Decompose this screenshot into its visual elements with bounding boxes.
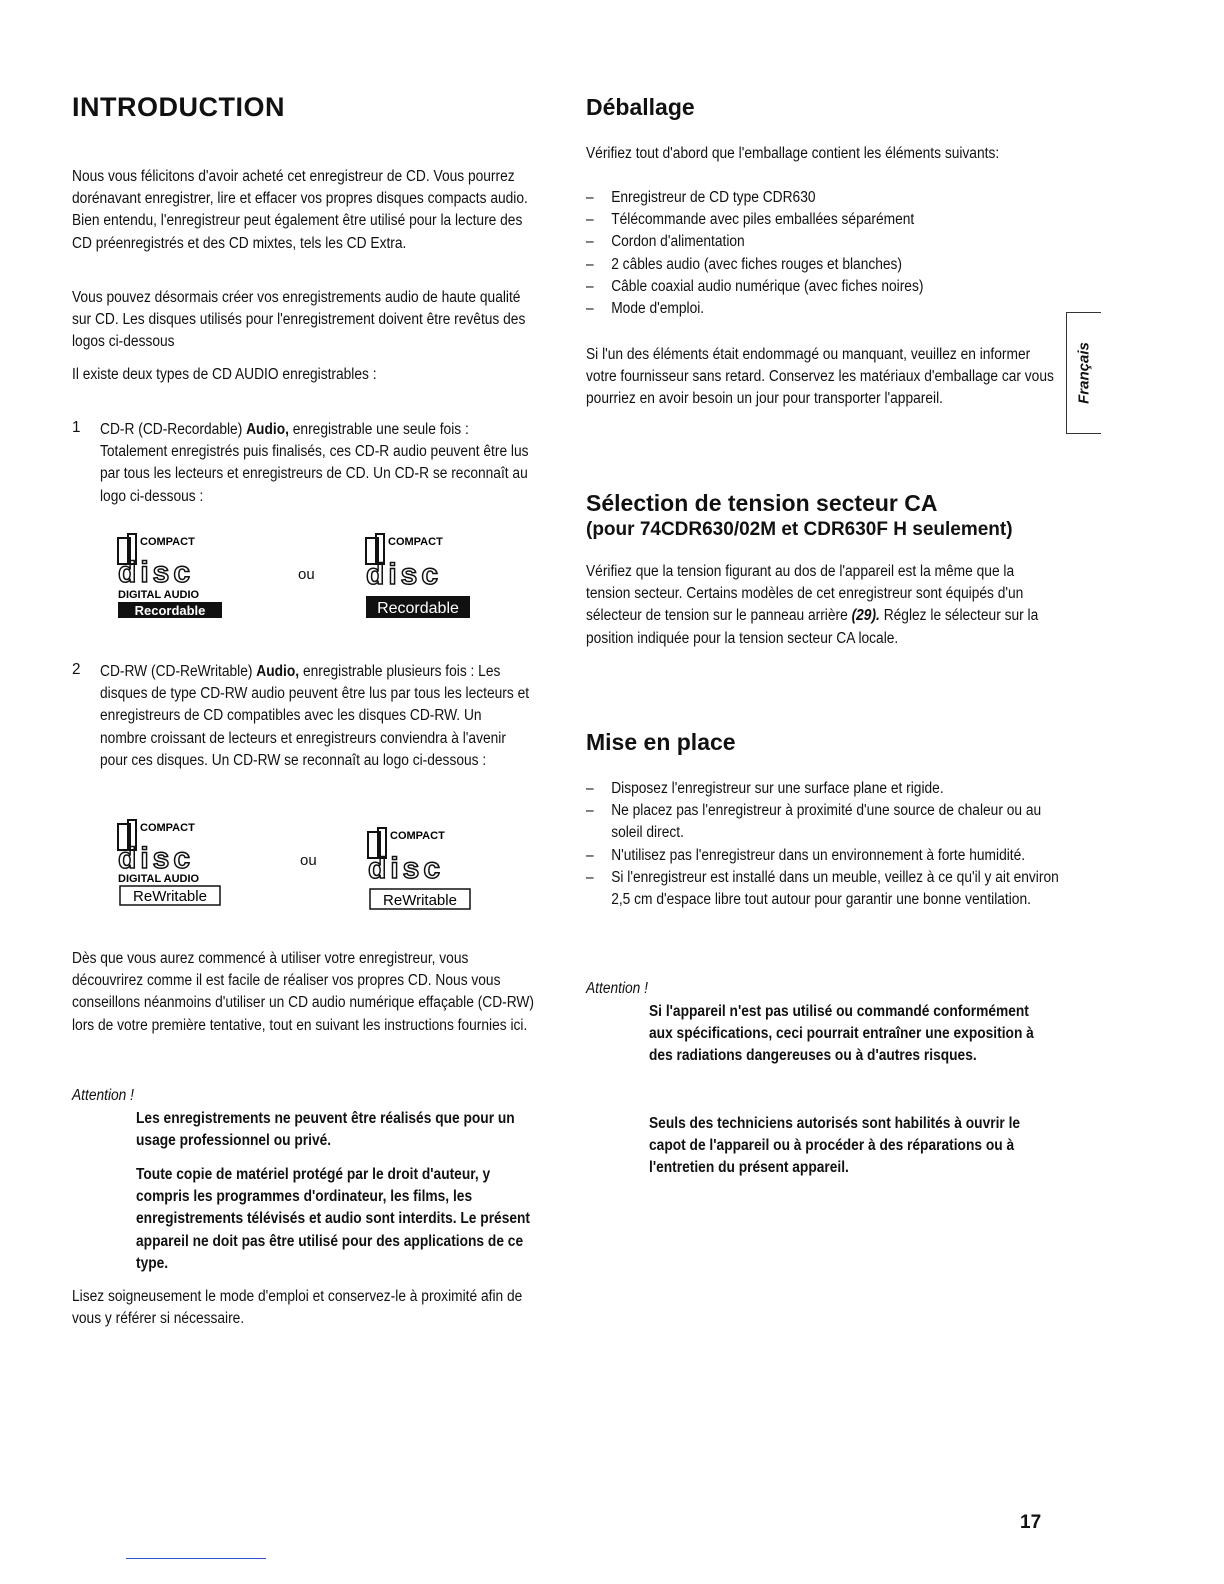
- attention-text-2-left: Toute copie de matériel protégé par le droit d'auteur, y compris les programmes d'ordinateur, les films, les enregistrements télévisés et audio sont interdits. Le présent appareil ne doit pas être utilisé pour des applications de ce type.: [136, 1166, 531, 1272]
- language-tab-label: Français: [1075, 342, 1093, 404]
- item-text: CD-RW (CD-ReWritable) Audio, enregistrable plusieurs fois : Les disques de type CD-RW audio peuvent être lus par tous les lecteurs et enregistreurs de CD compatibles avec les disques CD-RW. Un nombre croissant de lecteurs et enregistreurs conviendra à l'avenir pour ces disques. Un CD-RW se reconnaît au logo ci-dessous :: [100, 663, 530, 769]
- compact-label: COMPACT: [140, 822, 195, 834]
- digital-audio-label: DIGITAL AUDIO: [118, 589, 200, 601]
- after-logos-paragraph: Dès que vous aurez commencé à utiliser votre enregistreur, vous découvrirez comme il est facile de réaliser vos propres CD. Nous vous conseillons néanmoins d'utiliser un CD audio numérique effaçable (CD-RW) lors de votre première tentative, tout en suivant les instructions fournies ici.: [72, 950, 535, 1034]
- bottom-rule: [126, 1558, 266, 1559]
- list-item: – 2 câbles audio (avec fiches rouges et blanches): [586, 254, 1061, 276]
- list-item: – Télécommande avec piles emballées séparément: [586, 209, 1061, 231]
- attention-text-1-left: Les enregistrements ne peuvent être réalisés que pour un usage professionnel ou privé.: [136, 1110, 515, 1150]
- svg-text:disc: disc: [366, 558, 443, 591]
- intro-paragraph-2: Vous pouvez désormais créer vos enregistrements audio de haute qualité sur CD. Les disques utilisés pour l'enregistrement doivent être revêtus des logos ci-dessous: [72, 289, 526, 351]
- digital-audio-label: DIGITAL AUDIO: [118, 873, 200, 885]
- list-item: – Cordon d'alimentation: [586, 231, 1061, 253]
- tension-subheading: (pour 74CDR630/02M et CDR630F H seulement): [586, 519, 1013, 540]
- list-item: – Câble coaxial audio numérique (avec fiches noires): [586, 276, 1061, 298]
- deballage-paragraph-2: Si l'un des éléments était endommagé ou manquant, veuillez en informer votre fournisseur sans retard. Conservez les matériaux d'emballage car vous pourriez en avoir besoin un jour pour transporter l'appareil.: [586, 346, 1054, 408]
- rewritable-label: ReWritable: [383, 892, 457, 909]
- svg-text:disc: disc: [118, 556, 195, 589]
- intro-paragraph-1: Nous vous félicitons d'avoir acheté cet enregistreur de CD. Vous pourrez dorénavant enregistrer, lire et effacer vos propres disques compacts audio. Bien entendu, l'enregistreur peut également être utilisé pour la lecture des CD préenregistrés et des CD mixtes, tels les CD Extra.: [72, 168, 528, 252]
- list-item: – Si l'enregistreur est installé dans un meuble, veillez à ce qu'il y ait environ 2,5 cm d'espace libre tout autour pour garantir une bonne ventilation.: [586, 867, 1061, 911]
- list-item: – Disposez l'enregistreur sur une surface plane et rigide.: [586, 778, 1061, 800]
- compact-disc-rewritable-logo: [116, 818, 226, 908]
- svg-text:disc: disc: [368, 852, 445, 885]
- attention-text-2-right: Seuls des techniciens autorisés sont habilités à ouvrir le capot de l'appareil ou à procéder à des réparations ou à l'entretien du présent appareil.: [649, 1115, 1021, 1177]
- mise-en-place-heading: Mise en place: [586, 729, 736, 755]
- recordable-label: Recordable: [134, 603, 206, 618]
- list-item: – Mode d'emploi.: [586, 298, 1061, 320]
- attention-label-left: Attention !: [72, 1087, 135, 1104]
- compact-label: COMPACT: [388, 536, 443, 548]
- svg-text:disc: disc: [118, 842, 195, 875]
- item-number: 1: [72, 419, 81, 436]
- tension-heading: Sélection de tension secteur CA: [586, 490, 938, 516]
- deballage-intro: Vérifiez tout d'abord que l'emballage contient les éléments suivants:: [586, 145, 1000, 162]
- item-number: 2: [72, 661, 81, 678]
- ou-separator: ou: [300, 852, 317, 869]
- deballage-list: [586, 187, 1114, 320]
- list-item: – N'utilisez pas l'enregistreur dans un environnement à forte humidité.: [586, 845, 1061, 867]
- list-item: – Enregistreur de CD type CDR630: [586, 187, 1061, 209]
- item-text: CD-R (CD-Recordable) Audio, enregistrable une seule fois : Totalement enregistrés puis finalisés, ces CD-R audio peuvent être lus par tous les lecteurs et enregistreurs de CD. Un CD-R se reconnaît au logo ci-dessous :: [100, 421, 529, 505]
- tension-paragraph: Vérifiez que la tension figurant au dos de l'appareil est la même que la tension secteur. Certains modèles de cet enregistreur sont équipés d'un sélecteur de tension sur le panneau arrière (29). Réglez le sélecteur sur la position indiquée pour la tension secteur CA locale.: [586, 563, 1039, 647]
- attention-label-right: Attention !: [586, 980, 649, 997]
- attention-text-1-right: Si l'appareil n'est pas utilisé ou commandé conformément aux spécifications, ceci pourrait entraîner une exposition à des radiations dangereuses ou à d'autres risques.: [649, 1003, 1034, 1065]
- intro-paragraph-3: Il existe deux types de CD AUDIO enregistrables :: [72, 366, 377, 383]
- mise-en-place-list: [586, 778, 1114, 911]
- closing-paragraph: Lisez soigneusement le mode d'emploi et conservez-le à proximité afin de vous y référer si nécessaire.: [72, 1288, 523, 1328]
- compact-disc-recordable-logo: [116, 532, 226, 622]
- compact-disc-rewritable-logo-alt: [366, 826, 476, 916]
- ou-separator: ou: [298, 566, 315, 583]
- rewritable-label: ReWritable: [133, 888, 207, 905]
- compact-disc-recordable-logo-alt: [364, 532, 474, 622]
- deballage-heading: Déballage: [586, 94, 695, 120]
- figure-reference: (29).: [851, 607, 880, 625]
- compact-label: COMPACT: [390, 830, 445, 842]
- list-item: – Ne placez pas l'enregistreur à proximité d'une source de chaleur ou au soleil direct.: [586, 800, 1061, 844]
- language-tab: [1066, 312, 1101, 434]
- page-title: INTRODUCTION: [72, 92, 285, 122]
- compact-label: COMPACT: [140, 536, 195, 548]
- recordable-label: Recordable: [377, 600, 459, 617]
- page-number: 17: [1020, 1512, 1042, 1533]
